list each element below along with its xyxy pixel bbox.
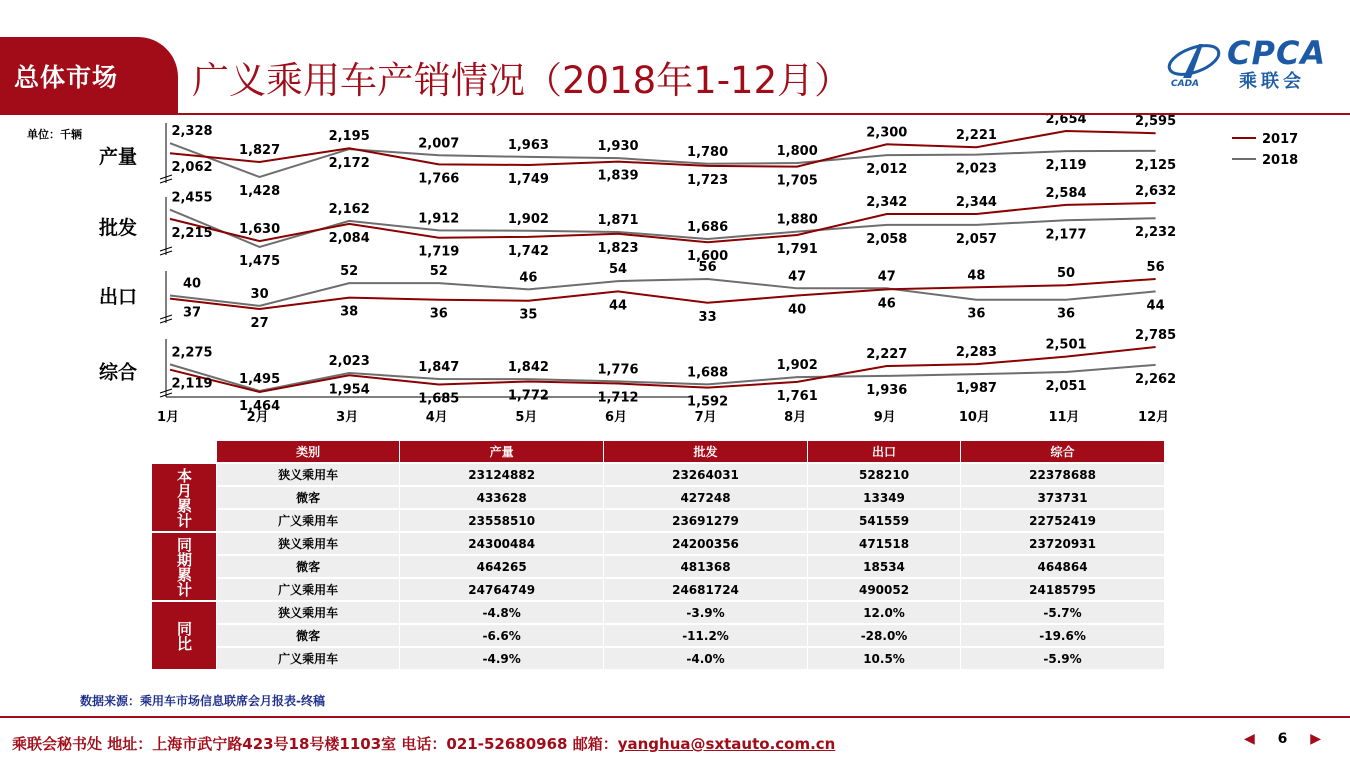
table-cell: 464864: [961, 556, 1164, 577]
table-cell: 373731: [961, 487, 1164, 508]
data-label: 1,963: [507, 137, 549, 153]
next-page-icon[interactable]: ▶: [1310, 731, 1322, 747]
data-label: 36: [967, 306, 986, 322]
series-line-2018: [170, 143, 1156, 177]
footer-email-link[interactable]: yanghua@sxtauto.com.cn: [617, 735, 836, 753]
panel-label: 综合: [98, 361, 138, 384]
data-label: 38: [340, 304, 359, 320]
data-label: 56: [1146, 260, 1165, 275]
data-label: 2,084: [328, 230, 370, 246]
table-cell: 433628: [400, 487, 603, 508]
table-cell: 23720931: [961, 533, 1164, 554]
row-category: 微客: [217, 625, 399, 646]
data-label: 46: [519, 270, 538, 286]
table-cell: 12.0%: [808, 602, 960, 623]
data-label: 2,342: [866, 195, 908, 211]
x-tick-label: 4月: [425, 410, 448, 425]
table-cell: 528210: [808, 464, 960, 485]
data-label: 1,930: [597, 139, 639, 155]
chart-legend: [1232, 132, 1298, 168]
data-label: 46: [877, 296, 896, 312]
footer-address: 地址：上海市武宁路423号18号楼1103室: [107, 735, 397, 753]
cpca-logo: [1163, 34, 1343, 92]
x-axis-ticks: [157, 410, 1169, 425]
prev-page-icon[interactable]: ◀: [1244, 731, 1255, 747]
data-label: 1,776: [597, 362, 639, 378]
data-label: 2,023: [328, 353, 370, 369]
series-line-2017: [170, 347, 1156, 395]
data-label: 40: [788, 302, 807, 318]
data-label: 2,012: [866, 162, 908, 178]
data-label: 1,871: [597, 212, 639, 228]
footer-org: 乘联会秘书处: [12, 735, 103, 753]
table-row: [152, 625, 1164, 646]
data-label: 36: [1056, 306, 1076, 322]
data-label: 1,719: [418, 244, 460, 260]
data-label: 2,300: [866, 125, 908, 141]
panel-label: 出口: [98, 286, 138, 308]
data-label: 2,595: [1135, 115, 1177, 130]
line-chart: [0, 115, 1350, 437]
header-wholesale: 批发: [604, 441, 807, 462]
data-label: 1,772: [507, 388, 549, 404]
table-cell: -28.0%: [808, 625, 960, 646]
data-label: 1,912: [418, 211, 460, 227]
data-label: 44: [1146, 298, 1165, 314]
table-row: [152, 487, 1164, 508]
row-category: 微客: [217, 556, 399, 577]
x-tick-label: 3月: [336, 410, 359, 425]
data-label: 35: [519, 307, 538, 323]
data-label: 2,328: [171, 124, 213, 140]
data-label: 44: [608, 298, 628, 314]
table-row: [152, 464, 1164, 485]
table-body: [152, 464, 1164, 669]
data-label: 2,195: [328, 129, 370, 145]
data-label: 52: [429, 264, 448, 280]
data-label: 1,954: [328, 382, 370, 398]
summary-table: [151, 439, 1165, 671]
data-label: 2,051: [1045, 379, 1087, 395]
data-label: 2,283: [955, 345, 997, 361]
table-cell: 23691279: [604, 510, 807, 531]
data-label: 2,455: [171, 190, 213, 206]
data-label: 56: [698, 260, 717, 275]
data-label: 1,780: [687, 144, 729, 160]
panel-label: 产量: [98, 146, 138, 168]
header-export: 出口: [808, 441, 960, 462]
x-tick-label: 12月: [1138, 410, 1170, 425]
data-label: 48: [967, 268, 986, 284]
panel-label: 批发: [98, 217, 138, 239]
table-cell: -4.8%: [400, 602, 603, 623]
table-cell: 22752419: [961, 510, 1164, 531]
section-title: 总体市场: [14, 63, 119, 92]
data-label: 1,464: [239, 399, 281, 414]
data-label: 1,742: [507, 243, 549, 259]
legend-label: 2017: [1262, 132, 1299, 147]
data-label: 37: [182, 305, 202, 321]
cada-text: CADA: [1171, 79, 1200, 88]
x-tick-label: 1月: [156, 410, 180, 425]
footer-divider: [0, 716, 1350, 718]
data-label: 2,119: [171, 376, 213, 392]
data-label: 1,902: [776, 358, 818, 374]
table-row: [152, 648, 1164, 669]
data-label: 2,119: [1045, 158, 1087, 174]
table-cell: 481368: [604, 556, 807, 577]
table-cell: 541559: [808, 510, 960, 531]
header-total: 综合: [961, 441, 1164, 462]
row-category: 广义乘用车: [217, 510, 399, 531]
data-label: 30: [250, 286, 269, 302]
page-number: 6: [1277, 731, 1288, 747]
data-label: 1,428: [239, 184, 281, 199]
data-label: 27: [250, 316, 269, 331]
row-category: 狭义乘用车: [217, 464, 399, 485]
data-label: 2,062: [171, 160, 213, 176]
table-cell: 24185795: [961, 579, 1164, 600]
cada-emblem-icon: [1163, 38, 1225, 88]
data-label: 2,584: [1045, 185, 1087, 201]
data-label: 1,791: [776, 241, 818, 257]
data-label: 40: [182, 276, 202, 292]
x-tick-label: 5月: [515, 410, 538, 425]
cpca-name: 乘联会: [1239, 71, 1305, 92]
table-cell: -4.9%: [400, 648, 603, 669]
table-cell: 471518: [808, 533, 960, 554]
data-label: 2,125: [1135, 157, 1177, 173]
data-label: 2,275: [171, 345, 213, 361]
data-label: 2,215: [171, 225, 213, 241]
data-label: 1,592: [687, 394, 729, 410]
data-label: 1,847: [418, 359, 460, 375]
data-label: 33: [698, 309, 717, 325]
data-label: 1,823: [597, 240, 639, 256]
data-label: 1,827: [239, 143, 281, 159]
table-cell: 490052: [808, 579, 960, 600]
data-label: 1,987: [955, 381, 997, 397]
data-label: 2,227: [866, 347, 908, 363]
data-label: 2,221: [955, 128, 997, 144]
table-cell: -3.9%: [604, 602, 807, 623]
data-label: 2,007: [418, 136, 460, 152]
x-tick-label: 10月: [958, 410, 990, 425]
table-row: [152, 556, 1164, 577]
data-label: 2,785: [1135, 328, 1177, 343]
data-label: 1,761: [776, 388, 818, 404]
x-tick-label: 8月: [784, 410, 807, 425]
table-cell: 18534: [808, 556, 960, 577]
data-label: 1,902: [507, 211, 549, 227]
data-label: 1,705: [776, 173, 818, 189]
table-cell: 22378688: [961, 464, 1164, 485]
pager: [1244, 731, 1321, 747]
legend-label: 2018: [1262, 153, 1299, 168]
data-label: 2,344: [955, 194, 997, 210]
cpca-text: CPCA: [1227, 34, 1327, 72]
table-row: [152, 510, 1164, 531]
x-tick-label: 2月: [246, 410, 269, 425]
data-label: 1,475: [239, 254, 281, 269]
row-category: 广义乘用车: [217, 648, 399, 669]
table-cell: 10.5%: [808, 648, 960, 669]
table-cell: 23124882: [400, 464, 603, 485]
data-label: 1,936: [866, 382, 908, 398]
data-label: 2,162: [328, 201, 370, 217]
table-cell: 23264031: [604, 464, 807, 485]
data-label: 1,839: [597, 168, 639, 184]
data-label: 1,600: [687, 249, 729, 265]
series-line-2018: [170, 364, 1156, 391]
data-label: 2,501: [1045, 337, 1087, 353]
data-label: 1,880: [776, 212, 818, 228]
data-label: 2,177: [1045, 227, 1087, 243]
row-category: 狭义乘用车: [217, 602, 399, 623]
data-source: 数据来源：乘用车市场信息联席会月报表-终稿: [80, 694, 325, 708]
row-group-label: 本月累计: [152, 464, 216, 531]
data-label: 1,749: [507, 171, 549, 187]
table-cell: -4.0%: [604, 648, 807, 669]
row-category: 广义乘用车: [217, 579, 399, 600]
data-label: 2,654: [1045, 115, 1087, 127]
header-category: 类别: [217, 441, 399, 462]
data-label: 47: [788, 269, 807, 285]
page-title: 广义乘用车产销情况（2018年1-12月）: [192, 59, 852, 102]
table-row: [152, 602, 1164, 623]
data-label: 1,800: [776, 144, 818, 160]
x-tick-label: 7月: [694, 410, 717, 425]
panel-labels: [99, 145, 137, 384]
data-label: 1,766: [418, 171, 460, 187]
header-production: 产量: [400, 441, 603, 462]
section-tab: [0, 37, 178, 115]
footer-phone: 电话：021-52680968: [401, 735, 568, 753]
table-cell: -6.6%: [400, 625, 603, 646]
table-corner: [152, 441, 216, 462]
table-cell: 24200356: [604, 533, 807, 554]
data-label: 1,495: [239, 371, 281, 387]
data-label: 2,172: [328, 156, 370, 172]
table-cell: 24764749: [400, 579, 603, 600]
chart-series: [170, 131, 1156, 395]
data-label: 1,630: [239, 222, 281, 238]
data-label: 1,688: [687, 365, 729, 381]
table-cell: 24681724: [604, 579, 807, 600]
row-category: 微客: [217, 487, 399, 508]
table-cell: 464265: [400, 556, 603, 577]
x-tick-label: 9月: [873, 410, 896, 425]
data-label: 1,842: [507, 360, 549, 376]
row-category: 狭义乘用车: [217, 533, 399, 554]
data-label: 36: [429, 306, 448, 322]
x-tick-label: 6月: [604, 410, 628, 425]
series-line-2018: [170, 210, 1156, 247]
table-cell: 427248: [604, 487, 807, 508]
table-cell: -5.9%: [961, 648, 1164, 669]
table-cell: 13349: [808, 487, 960, 508]
row-group-label: 同期累计: [152, 533, 216, 600]
footer: [12, 733, 835, 754]
data-label: 2,232: [1135, 225, 1177, 241]
data-label: 47: [877, 269, 896, 285]
table-row: [152, 533, 1164, 554]
data-label: 1,686: [687, 219, 729, 235]
table-header-row: [152, 441, 1164, 462]
data-label: 2,632: [1135, 184, 1177, 199]
unit-label: 单位：千辆: [27, 128, 82, 141]
data-label: 2,057: [955, 231, 997, 247]
table-row: [152, 579, 1164, 600]
table-cell: -11.2%: [604, 625, 807, 646]
table-cell: 24300484: [400, 533, 603, 554]
data-label: 2,262: [1135, 371, 1177, 387]
data-label: 2,058: [866, 231, 908, 247]
data-label: 1,712: [597, 390, 639, 406]
data-label: 50: [1056, 266, 1076, 282]
data-label: 1,685: [418, 391, 460, 407]
data-label: 1,723: [687, 172, 729, 188]
x-tick-label: 11月: [1048, 410, 1080, 425]
table-cell: -19.6%: [961, 625, 1164, 646]
table-cell: 23558510: [400, 510, 603, 531]
data-labels: [171, 115, 1176, 414]
data-label: 2,023: [955, 161, 997, 177]
data-label: 54: [608, 262, 628, 278]
footer-email-label: 邮箱：: [572, 735, 618, 753]
data-label: 52: [340, 264, 359, 280]
row-group-label: 同比: [152, 602, 216, 669]
table-cell: -5.7%: [961, 602, 1164, 623]
